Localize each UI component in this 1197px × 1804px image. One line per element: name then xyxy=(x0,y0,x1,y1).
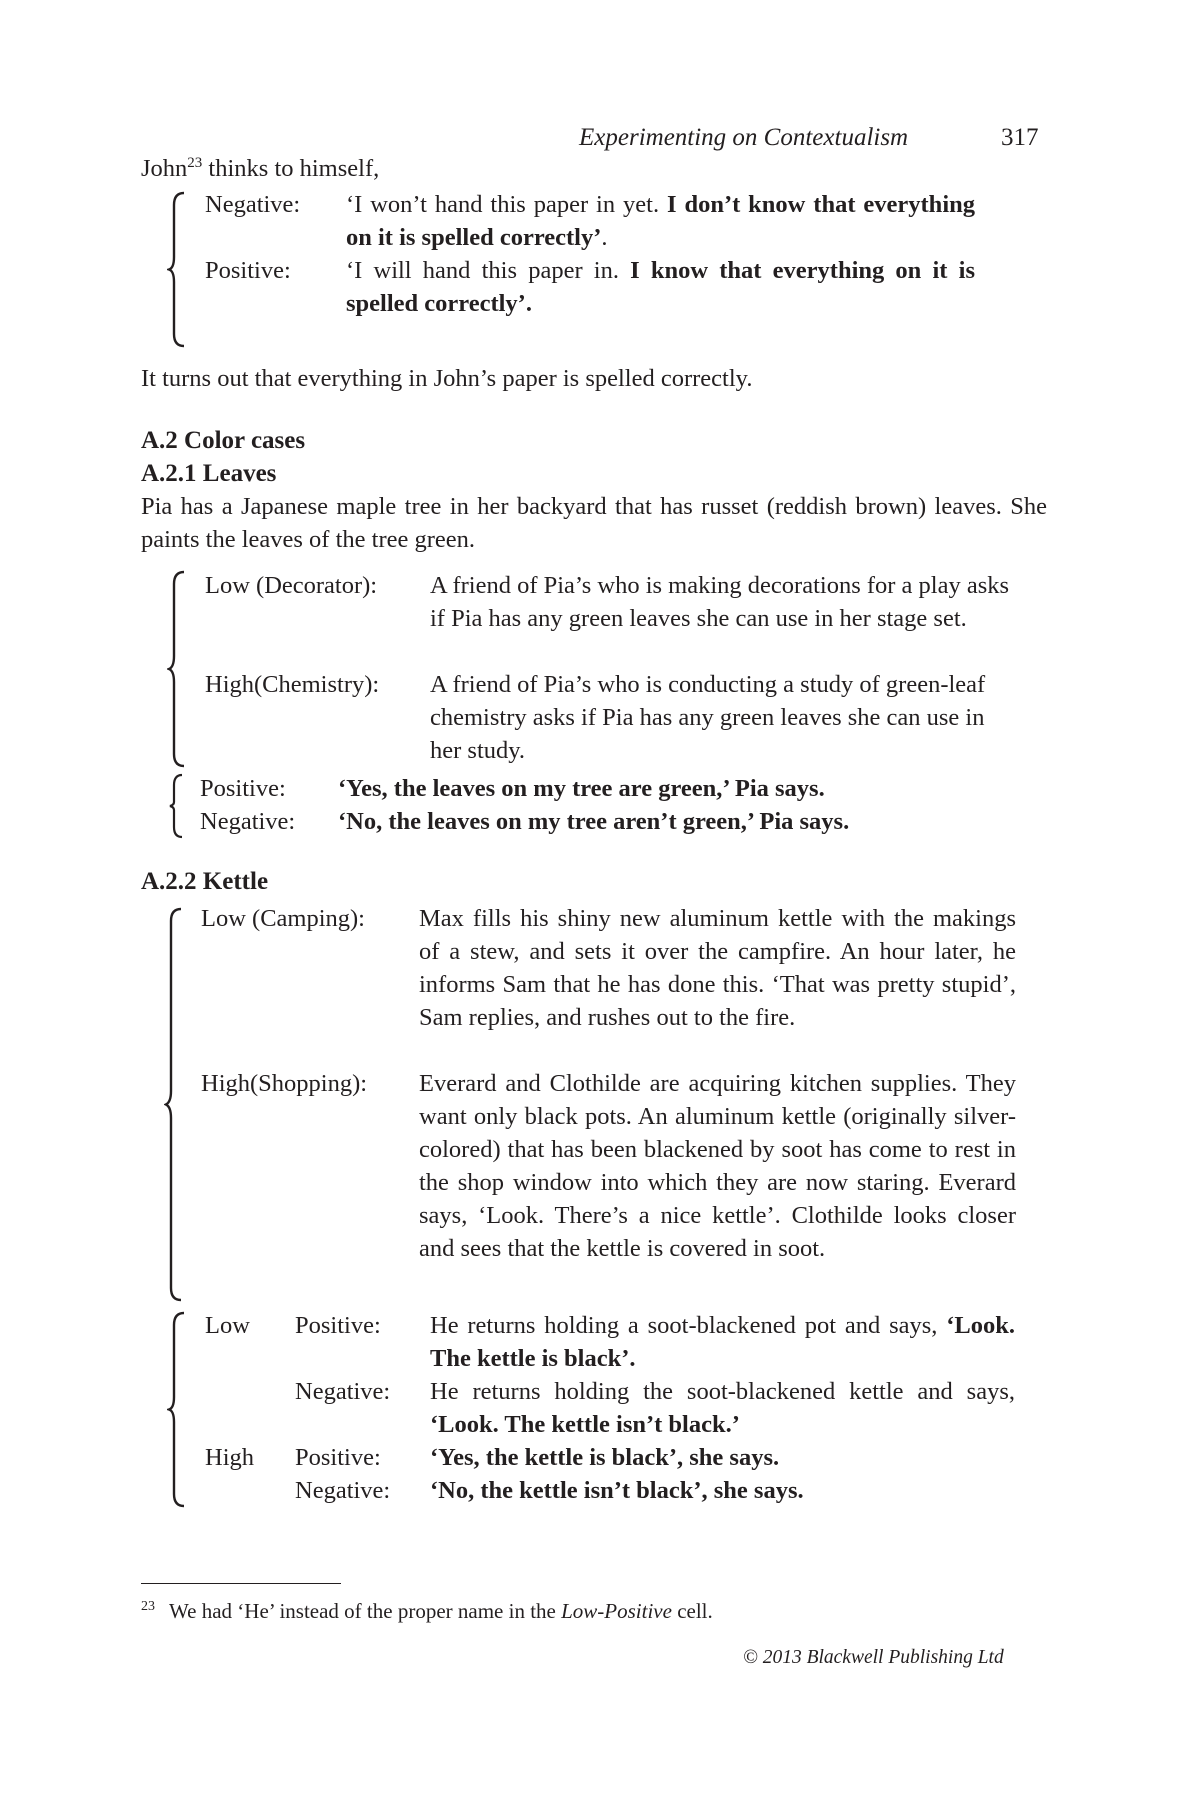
row-text: ‘Yes, the leaves on my tree are green,’ Pia says. xyxy=(338,775,825,802)
row-text: A friend of Pia’s who is making decorations for a play asks if Pia has any green leaves she can use in her stage set. xyxy=(430,572,1010,632)
running-title: Experimenting on Contextualism xyxy=(579,124,909,151)
intro-line xyxy=(141,152,1047,185)
row-text: ‘No, the kettle isn’t black’, she says. xyxy=(430,1477,804,1504)
row-text: ‘No, the leaves on my tree aren’t green,’ Pia says. xyxy=(338,808,850,835)
left-brace-icon xyxy=(167,570,189,768)
left-brace-icon xyxy=(167,773,189,839)
row-label: Negative: xyxy=(205,191,301,218)
row-label: Positive: xyxy=(200,775,286,802)
row-text: A friend of Pia’s who is conducting a study of green-leaf chemistry asks if Pia has any green leaves she can use in her study. xyxy=(430,671,986,764)
row-text: ‘Yes, the kettle is black’, she says. xyxy=(430,1444,780,1471)
body-paragraph: It turns out that everything in John’s paper is spelled correctly. xyxy=(141,365,753,392)
row-label: Positive: xyxy=(205,257,291,284)
row-text: He returns holding the soot-blackened kettle and says, ‘Look. The kettle isn’t black.’ xyxy=(430,1378,1015,1438)
row-label: High(Chemistry): xyxy=(205,671,380,698)
intro-text: John xyxy=(141,155,188,182)
row-label: Low (Decorator): xyxy=(205,572,378,599)
footnote-number: 23 xyxy=(141,1599,155,1614)
row-text: ‘I won’t hand this paper in yet. I don’t know that everything on it is spelled correctly’. xyxy=(346,191,975,251)
left-brace-icon xyxy=(167,191,189,348)
subsection-heading: A.2.1 Leaves xyxy=(141,460,277,487)
footnote-rule xyxy=(141,1583,341,1584)
subsection-heading: A.2.2 Kettle xyxy=(141,868,269,895)
footnote: $^{23}$ We had ‘He’ instead of the proper name in the Low-Positive cell. xyxy=(141,1599,713,1623)
row-group: High xyxy=(205,1444,254,1471)
row-label: Negative: xyxy=(295,1378,391,1405)
copyright-notice: © 2013 Blackwell Publishing Ltd xyxy=(743,1647,1004,1668)
row-label: Positive: xyxy=(295,1444,381,1471)
row-label: Positive: xyxy=(295,1312,381,1339)
page-number: 317 xyxy=(1001,124,1039,151)
intro-text-rest: thinks to himself, xyxy=(202,155,380,182)
body-paragraph: Pia has a Japanese maple tree in her backyard that has russet (reddish brown) leaves. She paints the leaves of the tree green. xyxy=(141,493,1047,553)
row-label: High(Shopping): xyxy=(201,1070,368,1097)
row-label: Low (Camping): xyxy=(201,905,365,932)
footnote-ref: 23 xyxy=(187,154,203,171)
row-text: ‘I will hand this paper in. I know that everything on it is spelled correctly’. xyxy=(346,257,975,317)
row-label: Negative: xyxy=(295,1477,391,1504)
left-brace-icon xyxy=(167,1311,189,1508)
left-brace-icon xyxy=(164,907,186,1303)
row-text: He returns holding a soot-blackened pot and says, ‘Look. The kettle is black’. xyxy=(430,1312,1015,1372)
row-text: Max fills his shiny new aluminum kettle with the makings of a stew, and sets it over the campfire. An hour later, he informs Sam that he has done this. ‘That was pretty stupid’, Sam replies, and rushes out to the fire. xyxy=(419,905,1016,1031)
section-heading: A.2 Color cases xyxy=(141,427,306,454)
row-group: Low xyxy=(205,1312,250,1339)
row-text: Everard and Clothilde are acquiring kitchen supplies. They want only black pots. An aluminum kettle (originally silver-colored) that has been blackened by soot has come to rest in the shop window into which they are now staring. Everard says, ‘Look. There’s a nice kettle’. Clothilde looks closer and sees that the kettle is covered in soot. xyxy=(419,1070,1016,1262)
row-label: Negative: xyxy=(200,808,296,835)
